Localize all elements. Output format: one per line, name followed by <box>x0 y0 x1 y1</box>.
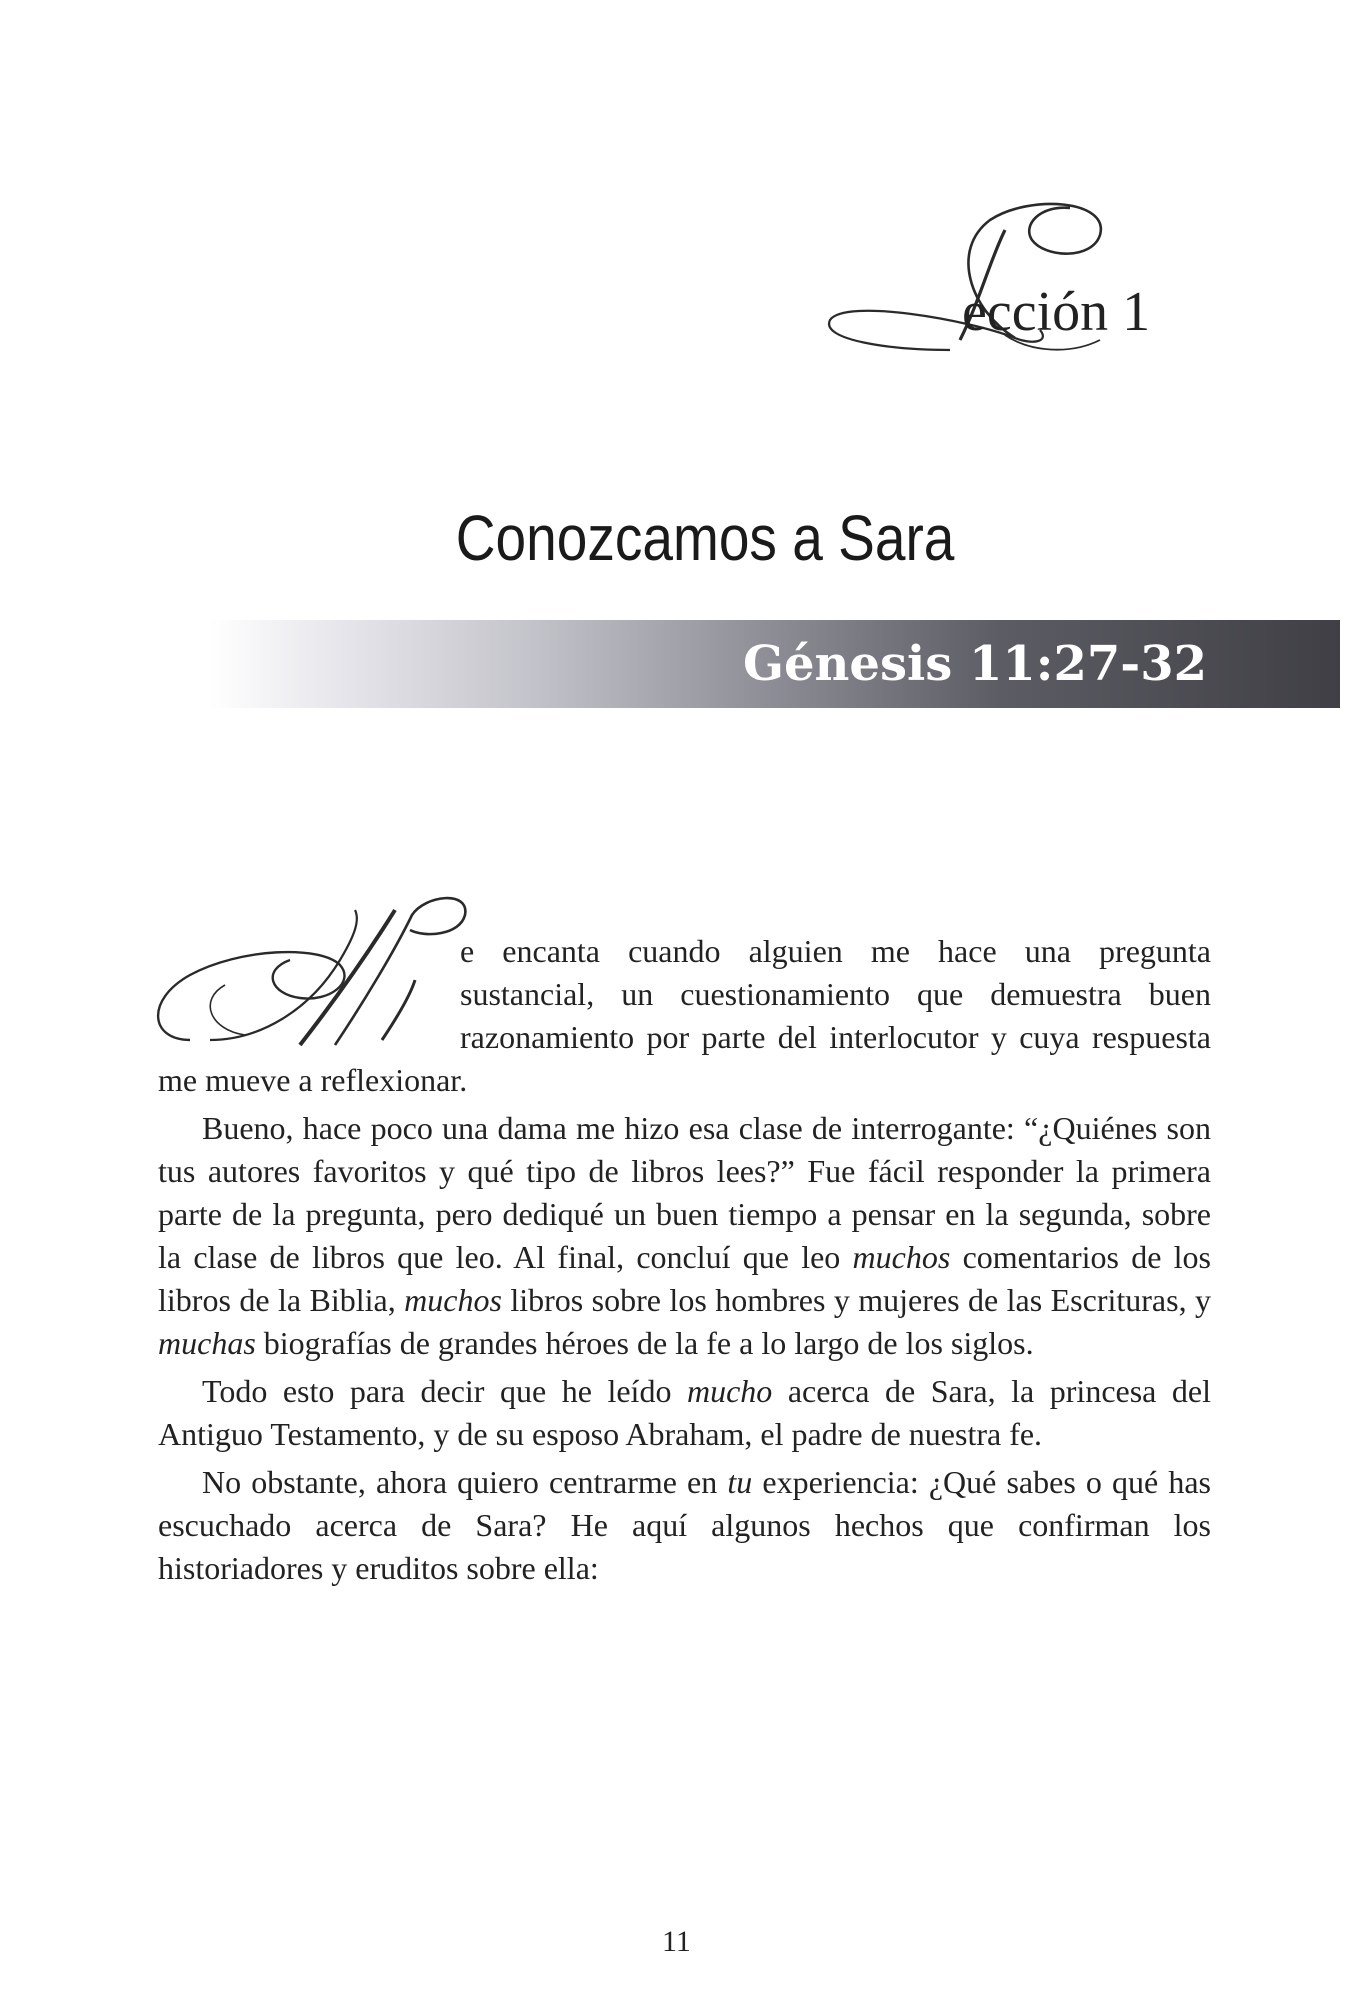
emphasis: muchos <box>404 1282 502 1318</box>
lesson-heading <box>800 190 1220 360</box>
text-run: acerca de Sara, la princesa del Antiguo Testamento, y de su esposo Abraham, el padre de nuestra fe. <box>158 1373 1212 1452</box>
emphasis: muchos <box>852 1239 951 1275</box>
text-run: Bueno, hace poco una dama me hizo esa clase de interrogante: “¿Quiénes son tus autores favoritos y qué tipo de libros lees?” Fue fácil responder la primera parte de la pregunta, pero dediqué un buen tiempo a pensar en la segunda, sobre la clase de libros que leo. Al final, concluí que leo <box>158 1110 1211 1275</box>
text-run: No obstante, ahora quiero centrarme en <box>202 1464 728 1500</box>
paragraph-2 <box>158 1107 1211 1365</box>
text-run: Todo esto para decir que he leído <box>202 1373 687 1409</box>
lesson-label: ección 1 <box>962 281 1151 343</box>
text-run: biografías de grandes héroes de la fe a lo largo de los siglos. <box>255 1325 1034 1361</box>
paragraph-1-text: e encanta cuando alguien me hace una pregunta sustancial, un cuestionamiento que demuestra buen razonamiento por parte del interlocutor y cuya respuesta me mueve a reflexionar. <box>158 933 1211 1098</box>
text-run: comentarios de los libros de la Biblia, <box>158 1239 1211 1318</box>
emphasis: tu <box>727 1464 753 1500</box>
text-run: libros sobre los hombres y mujeres de las Escrituras, y <box>501 1282 1212 1318</box>
emphasis: muchas <box>158 1325 256 1361</box>
paragraph-4 <box>158 1461 1211 1590</box>
paragraph-1 <box>158 930 1211 1102</box>
body-text <box>158 930 1211 1590</box>
emphasis: mucho <box>686 1373 773 1409</box>
script-m-dropcap-ornament <box>150 890 470 1060</box>
scripture-band <box>210 620 1340 708</box>
scripture-reference: Génesis 11:27-32 <box>743 636 1207 692</box>
text-run: experiencia: ¿Qué sabes o qué has escuchado acerca de Sara? He aquí algunos hechos que confirman los historiadores y eruditos sobre ella: <box>158 1464 1211 1586</box>
page-number: 11 <box>662 1925 691 1958</box>
dropcap <box>158 900 460 1050</box>
paragraph-3 <box>158 1370 1211 1456</box>
chapter-title: Conozcamos a Sara <box>455 502 955 574</box>
